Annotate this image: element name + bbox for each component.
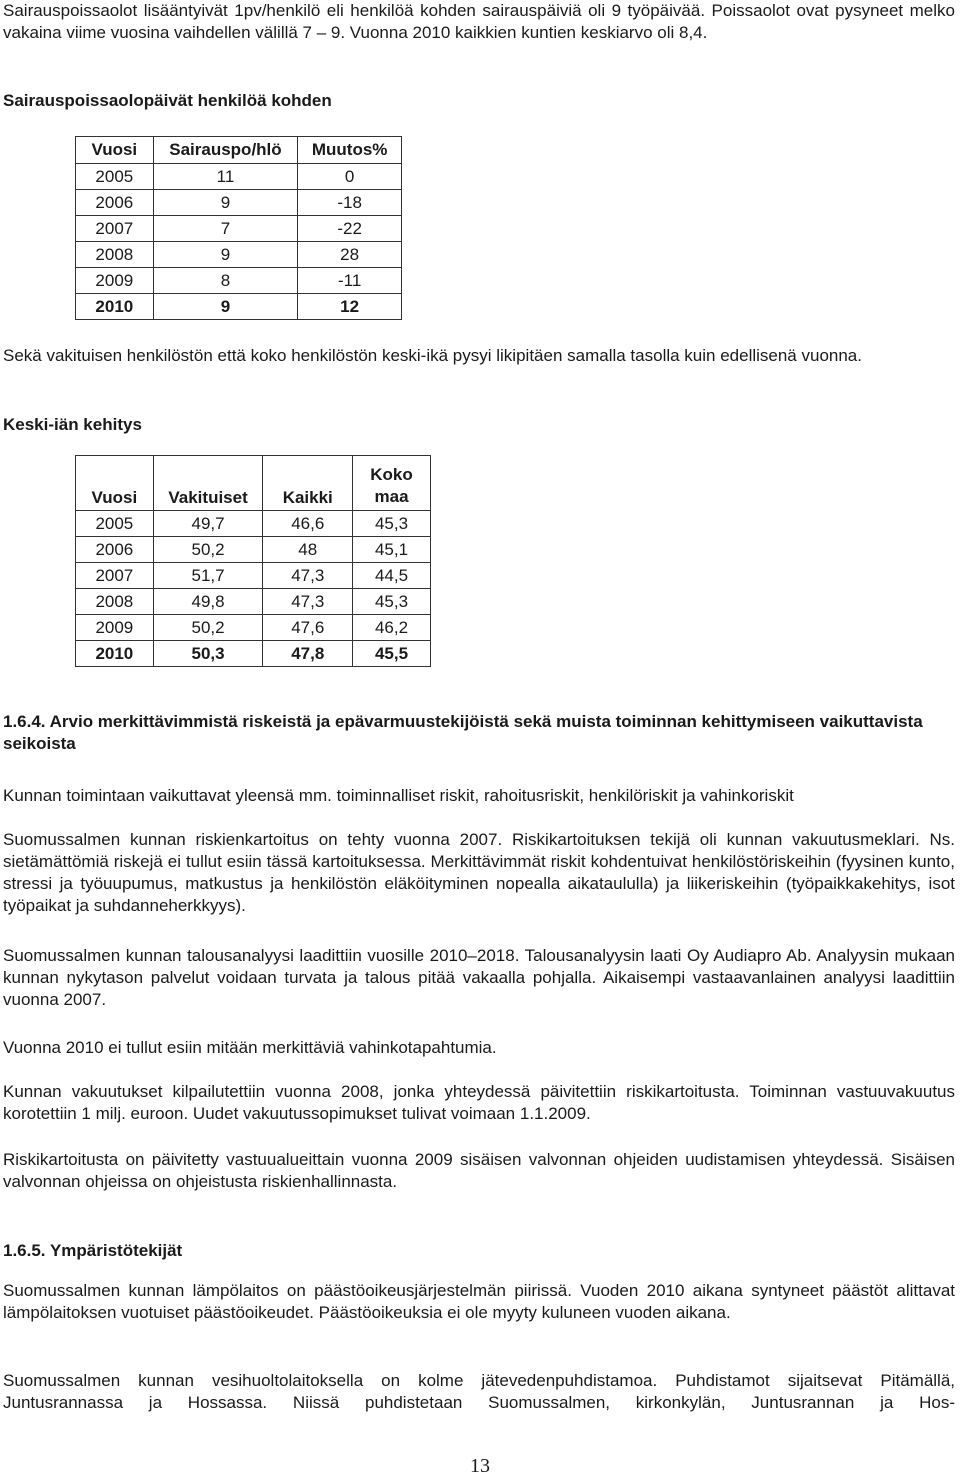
- table-cell: 50,2: [153, 615, 263, 641]
- table-cell: 47,6: [263, 615, 353, 641]
- table-cell: 49,7: [153, 511, 263, 537]
- table2-title: Keski-iän kehitys: [3, 415, 142, 434]
- table-cell: 2010: [76, 294, 154, 320]
- risk-update-paragraph: Riskikartoitusta on päivitetty vastuualueittain vuonna 2009 sisäisen valvonnan ohjeiden uudistamisen yhteydessä. Sisäisen valvonnan ohjeissa on ohjeistusta riskienhallinnasta.: [3, 1150, 955, 1191]
- damages-paragraph: Vuonna 2010 ei tullut esiin mitään merkittäviä vahinkotapahtumia.: [3, 1038, 497, 1057]
- table-cell: -18: [298, 190, 402, 216]
- table-cell: 2006: [76, 190, 154, 216]
- table-cell: 9: [153, 190, 298, 216]
- table-row: [76, 268, 402, 294]
- risks-general-paragraph: Kunnan toimintaan vaikuttavat yleensä mm. toiminnalliset riskit, rahoitusriskit, henkilöriskit ja vahinkoriskit: [3, 786, 794, 805]
- table-cell: 50,3: [153, 641, 263, 667]
- table-cell: 11: [153, 164, 298, 190]
- column-header: Koko maa: [353, 456, 431, 511]
- table-cell: 2007: [76, 563, 154, 589]
- finance-analysis-paragraph: Suomussalmen kunnan talousanalyysi laadittiin vuosille 2010–2018. Talousanalyysin laati Oy Audiapro Ab. Analyysin mukaan kunnan nykytason palvelut voidaan turvata ja talous pitää vakaalla pohjalla. Aikaisempi vastaavanlainen analyysi laadittiin vuonna 2007.: [3, 946, 955, 1009]
- table-row: [76, 511, 431, 537]
- intro-paragraph: Sairauspoissaolot lisääntyivät 1pv/henkilö eli henkilöä kohden sairauspäiviä oli 9 työpäivää. Poissaolot ovat pysyneet melko vakaina viime vuosina vaihdellen välillä 7 – 9. Vuonna 2010 kaikkien kuntien keskiarvo oli 8,4.: [3, 1, 955, 42]
- table-cell: 2008: [76, 242, 154, 268]
- table-cell: 48: [263, 537, 353, 563]
- column-header: Muutos%: [298, 137, 402, 164]
- table-cell: 50,2: [153, 537, 263, 563]
- table-cell: -11: [298, 268, 402, 294]
- table-cell: 9: [153, 242, 298, 268]
- table-cell: 46,2: [353, 615, 431, 641]
- table-cell: 2006: [76, 537, 154, 563]
- table-row: [76, 537, 431, 563]
- section-heading-1-6-5: 1.6.5. Ympäristötekijät: [3, 1241, 183, 1260]
- insurance-paragraph: Kunnan vakuutukset kilpailutettiin vuonna 2008, jonka yhteydessä päivitettiin riskikartoitusta. Toiminnan vastuuvakuutus korotettiin 1 milj. euroon. Uudet vakuutussopimukset tulivat voimaan 1.1.2009.: [3, 1082, 955, 1123]
- table-row: [76, 641, 431, 667]
- table-cell: 12: [298, 294, 402, 320]
- table-cell: 2005: [76, 164, 154, 190]
- table-row: [76, 190, 402, 216]
- table-cell: 47,8: [263, 641, 353, 667]
- page-number: 13: [470, 1455, 490, 1477]
- table-header-row: [76, 456, 431, 511]
- table-row: [76, 164, 402, 190]
- age-paragraph: Sekä vakituisen henkilöstön että koko henkilöstön keski-ikä pysyi likipitäen samalla tasolla kuin edellisenä vuonna.: [3, 346, 862, 365]
- table-cell: -22: [298, 216, 402, 242]
- table-row: [76, 294, 402, 320]
- table-cell: 2007: [76, 216, 154, 242]
- water-treatment-paragraph: Suomussalmen kunnan vesihuoltolaitoksella on kolme jätevedenpuhdistamoa. Puhdistamot sijaitsevat Pitämällä, Juntusrannassa ja Hossassa. Niissä puhdistetaan Suomussalmen, kirkonkylän, Juntusrannan ja Hos-: [3, 1371, 955, 1412]
- table-cell: 46,6: [263, 511, 353, 537]
- table-cell: 44,5: [353, 563, 431, 589]
- table-cell: 0: [298, 164, 402, 190]
- table-cell: 45,3: [353, 511, 431, 537]
- column-header: Vuosi: [76, 137, 154, 164]
- column-header: Vuosi: [76, 456, 154, 511]
- table-cell: 47,3: [263, 589, 353, 615]
- table-row: [76, 563, 431, 589]
- table-cell: 8: [153, 268, 298, 294]
- average-age-table: [75, 455, 431, 667]
- table-row: [76, 589, 431, 615]
- table-row: [76, 615, 431, 641]
- sick-leave-table: [75, 136, 402, 320]
- column-header: Sairauspo/hlö: [153, 137, 298, 164]
- risk-survey-paragraph: Suomussalmen kunnan riskienkartoitus on tehty vuonna 2007. Riskikartoituksen tekijä oli kunnan vakuutusmeklari. Ns. sietämättömiä riskejä ei tullut esiin tässä kartoituksessa. Merkittävimmät riskit kohdentuivat henkilöstöriskeihin (fyysinen kunto, stressi ja työuupumus, matkustus ja henkilöstön eläköityminen nopealla aikataululla) ja liikeriskeihin (työpaikkakehitys, isot työpaikat ja suhdanneherkkyys).: [3, 830, 955, 915]
- table-row: [76, 242, 402, 268]
- table-cell: 9: [153, 294, 298, 320]
- table1-title: Sairauspoissaolopäivät henkilöä kohden: [3, 91, 332, 110]
- table-cell: 7: [153, 216, 298, 242]
- table-row: [76, 216, 402, 242]
- table-cell: 47,3: [263, 563, 353, 589]
- table-cell: 49,8: [153, 589, 263, 615]
- table-cell: 45,3: [353, 589, 431, 615]
- table-cell: 2008: [76, 589, 154, 615]
- table-cell: 28: [298, 242, 402, 268]
- column-header: Vakituiset: [153, 456, 263, 511]
- table-cell: 51,7: [153, 563, 263, 589]
- table-cell: 45,5: [353, 641, 431, 667]
- table-cell: 2009: [76, 268, 154, 294]
- table-cell: 2009: [76, 615, 154, 641]
- table-cell: 2005: [76, 511, 154, 537]
- table-cell: 45,1: [353, 537, 431, 563]
- table-cell: 2010: [76, 641, 154, 667]
- heating-plant-paragraph: Suomussalmen kunnan lämpölaitos on päästöoikeusjärjestelmän piirissä. Vuoden 2010 aikana syntyneet päästöt alittavat lämpölaitoksen vuotuiset päästöoikeudet. Päästöoikeuksia ei ole myyty kuluneen vuoden aikana.: [3, 1281, 955, 1322]
- section-heading-1-6-4: 1.6.4. Arvio merkittävimmistä riskeistä ja epävarmuustekijöistä sekä muista toiminnan kehittymiseen vaikuttavista seikoista: [3, 712, 923, 753]
- column-header: Kaikki: [263, 456, 353, 511]
- table-header-row: [76, 137, 402, 164]
